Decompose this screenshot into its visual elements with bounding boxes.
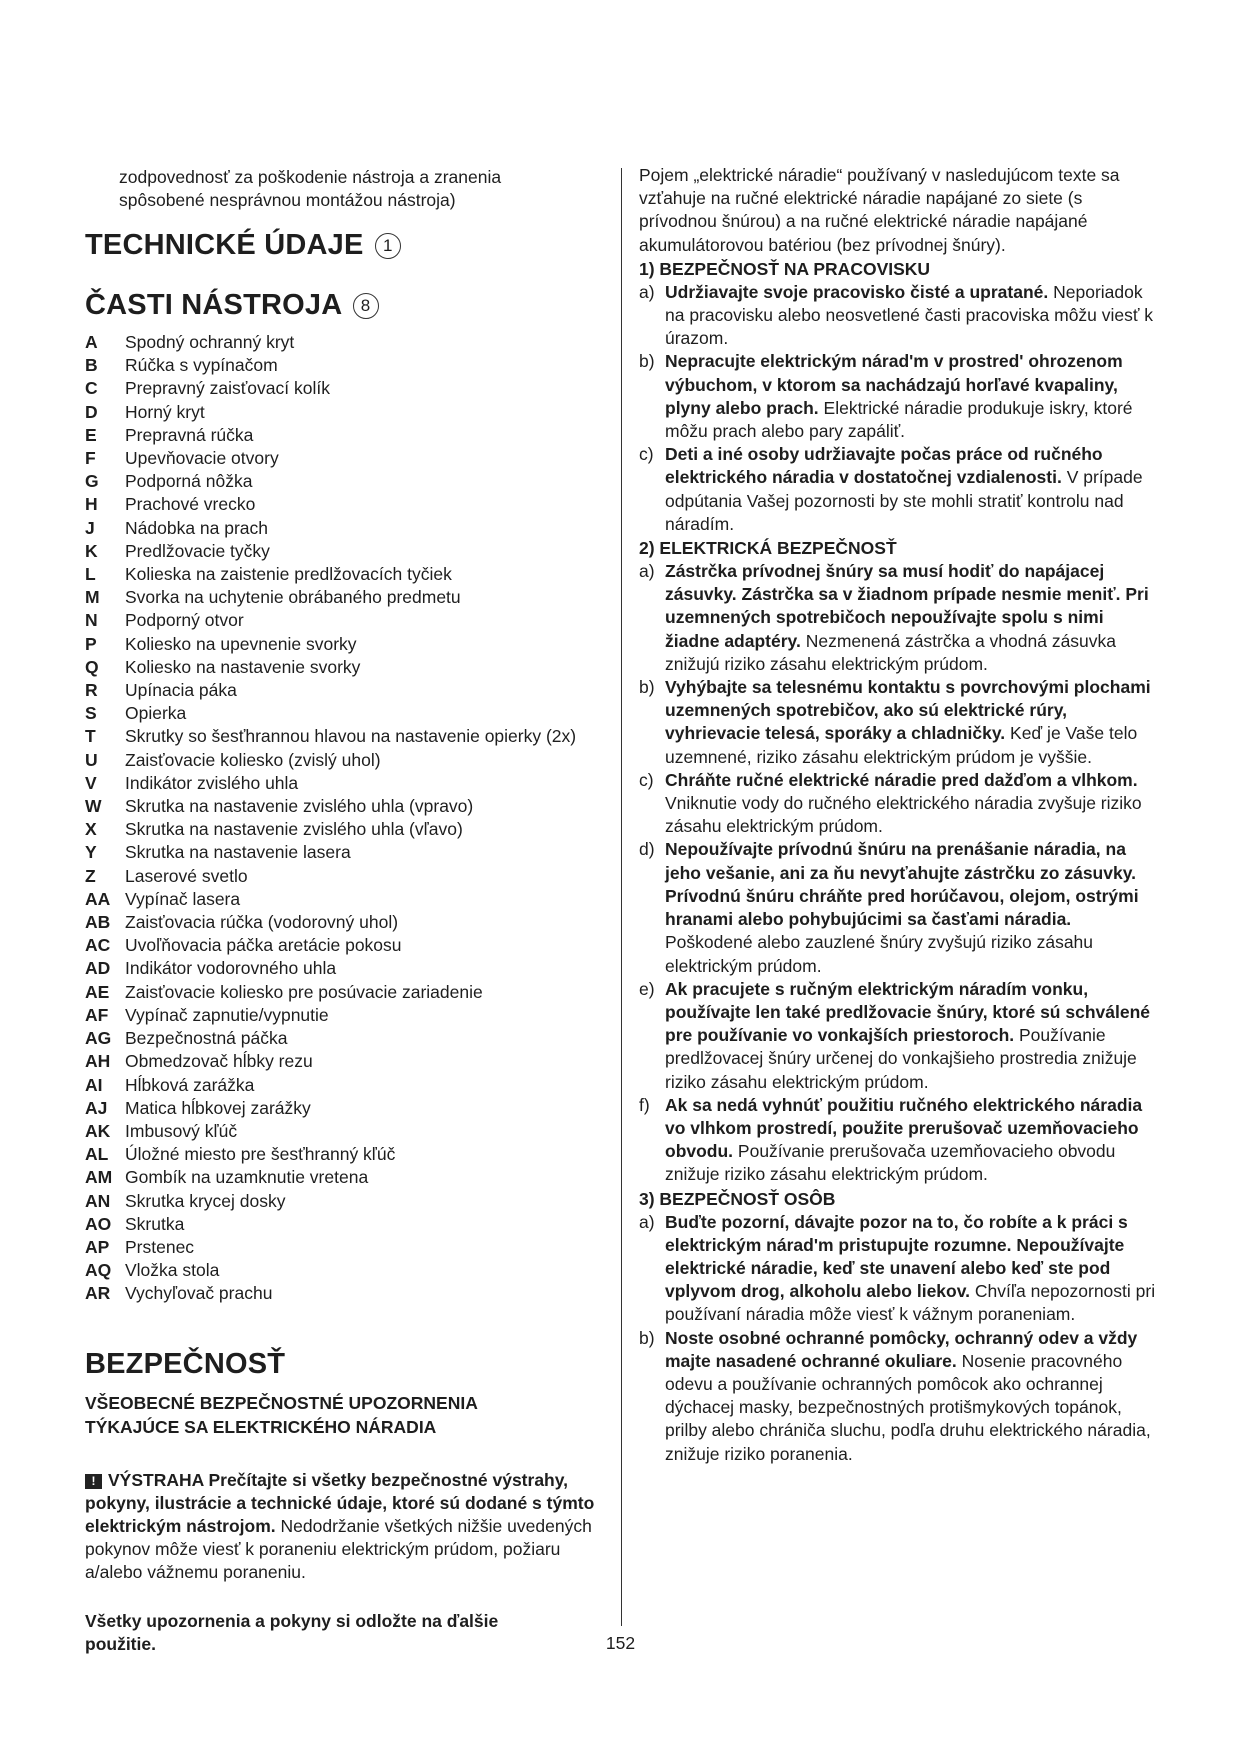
safety-heading: BEZPEČNOSŤ: [85, 1348, 286, 1380]
safety-item-body: [665, 1211, 1159, 1327]
safety-item: [639, 560, 1159, 676]
safety-item-bold: Zástrčka prívodnej šnúry sa musí hodiť do napájacej zásuvky. Zástrčka sa v žiadnom prípade nesmie meniť. Pri uzemnených spotrebičoch nepoužívajte spolu s nimi žiadne adaptéry.: [665, 561, 1149, 651]
safety-item-body: [665, 443, 1159, 536]
part-item: [85, 1004, 605, 1027]
part-item: [85, 772, 605, 795]
part-label: Vypínač zapnutie/vypnutie: [125, 1004, 329, 1025]
part-item: [85, 1166, 605, 1189]
part-item: [85, 749, 605, 772]
safety-item-key: b): [639, 351, 655, 372]
safety-item: [639, 281, 1159, 351]
part-label: Vypínač lasera: [125, 888, 241, 909]
part-label: Laserové svetlo: [125, 865, 248, 886]
figure-ref-badge: 8: [353, 293, 379, 319]
part-item: [85, 1027, 605, 1050]
part-item: [85, 702, 605, 725]
part-key: K: [85, 540, 98, 561]
part-key: Z: [85, 865, 96, 886]
part-key: X: [85, 819, 97, 840]
part-label: Prepravná rúčka: [125, 424, 254, 445]
safety-item-bold: Noste osobné ochranné pomôcky, ochranný odev a vždy majte nasadené ochranné okuliare.: [665, 1327, 1138, 1371]
safety-item-key: d): [639, 839, 655, 860]
safety-item-text: Nezmenená zástrčka a vhodná zásuvka znižujú riziko zásahu elektrickým prúdom.: [665, 630, 1117, 674]
part-key: M: [85, 587, 100, 608]
part-key: AO: [85, 1213, 112, 1234]
part-item: [85, 981, 605, 1004]
part-key: AM: [85, 1167, 113, 1188]
safety-item-text: Keď je Vaše telo uzemnené, riziko zásahu elektrickým prúdom je vyššie.: [665, 723, 1138, 767]
part-label: Predlžovacie tyčky: [125, 540, 270, 561]
part-label: Podporný otvor: [125, 610, 244, 631]
safety-item-bold: Chráňte ručné elektrické náradie pred dažďom a vlhkom.: [665, 769, 1138, 790]
part-item: [85, 1120, 605, 1143]
part-label: Spodný ochranný kryt: [125, 332, 295, 352]
safety-item-body: [665, 1327, 1159, 1466]
part-label: Prstenec: [125, 1236, 195, 1257]
part-item: [85, 377, 605, 400]
safety-item-key: b): [639, 677, 655, 698]
part-key: AE: [85, 981, 110, 1002]
part-label: Horný kryt: [125, 401, 205, 422]
part-label: Hĺbková zarážka: [125, 1074, 255, 1095]
warning-triangle-icon: !: [85, 1474, 102, 1489]
part-key: L: [85, 564, 96, 585]
safety-item-bold: Deti a iné osoby udržiavajte počas práce od ručného elektrického náradia v dostatočnej vzdialenosti.: [665, 444, 1103, 488]
safety-item-body: [665, 1094, 1159, 1187]
safety-item: [639, 1211, 1159, 1327]
warning-text: Nedodržanie všetkých nižšie uvedených pokynov môže viesť k poraneniu elektrickým prúdom, požiaru a/alebo vážnemu poraneniu.: [85, 1516, 592, 1582]
part-label: Opierka: [125, 703, 187, 724]
part-key: D: [85, 401, 98, 422]
safety-sections: [639, 257, 1159, 1466]
part-label: Nádobka na prach: [125, 517, 269, 538]
part-item: [85, 1259, 605, 1282]
safety-item-body: [665, 281, 1159, 351]
part-key: AI: [85, 1074, 103, 1095]
part-label: Indikátor zvislého uhla: [125, 772, 299, 793]
part-label: Zaisťovacia rúčka (vodorovný uhol): [125, 912, 399, 933]
safety-item-body: [665, 769, 1159, 839]
part-key: Y: [85, 842, 97, 863]
part-item: [85, 331, 605, 354]
part-label: Skrutky so šesťhrannou hlavou na nastavenie opierky (2x): [125, 726, 577, 747]
safety-item-key: a): [639, 1211, 655, 1232]
safety-item-body: [665, 350, 1159, 443]
right-text: [639, 164, 1159, 1466]
safety-item-text: Používanie predlžovacej šnúry určenej do vonkajšieho prostredia znižuje riziko zásahu elektrickým prúdom.: [665, 1025, 1137, 1092]
part-item: [85, 725, 605, 748]
part-label: Prachové vrecko: [125, 494, 256, 515]
part-label: Skrutka na nastavenie lasera: [125, 842, 351, 863]
part-item: [85, 679, 605, 702]
part-item: [85, 1050, 605, 1073]
part-key: J: [85, 517, 95, 538]
tool-parts-title: ČASTI NÁSTROJA: [85, 289, 342, 321]
part-key: AK: [85, 1120, 111, 1141]
safety-item: [639, 350, 1159, 443]
section-title: 3) BEZPEČNOSŤ OSÔB: [639, 1188, 836, 1209]
safety-item: [639, 1094, 1159, 1187]
part-label: Skrutka na nastavenie zvislého uhla (vpravo): [125, 796, 474, 817]
safety-item-key: c): [639, 444, 654, 465]
warning-bold: VÝSTRAHA Prečítajte si všetky bezpečnostné výstrahy, pokyny, ilustrácie a technické údaje, ktoré sú dodané s týmto elektrickým nástrojom.: [85, 1470, 595, 1536]
part-item: [85, 609, 605, 632]
part-label: Skrutka na nastavenie zvislého uhla (vľavo): [125, 819, 463, 840]
part-item: [85, 1074, 605, 1097]
part-label: Vložka stola: [125, 1260, 220, 1281]
part-label: Uvoľňovacia páčka aretácie pokosu: [125, 935, 402, 956]
part-item: [85, 957, 605, 980]
safety-item-key: f): [639, 1094, 650, 1115]
safety-item-body: [665, 560, 1159, 676]
part-key: A: [85, 332, 98, 352]
safety-subheading: VŠEOBECNÉ BEZPEČNOSTNÉ UPOZORNENIA TÝKAJÚCE SA ELEKTRICKÉHO NÁRADIA: [85, 1393, 478, 1437]
warning-paragraph: [85, 1469, 605, 1584]
part-key: N: [85, 610, 98, 631]
safety-item: [639, 676, 1159, 769]
part-key: H: [85, 494, 98, 515]
part-label: Skrutka krycej dosky: [125, 1190, 286, 1211]
safety-item-text: V prípade odpútania Vašej pozornosti by ste mohli stratiť kontrolu nad náradím.: [665, 467, 1143, 534]
part-item: [85, 470, 605, 493]
section-title: 1) BEZPEČNOSŤ NA PRACOVISKU: [639, 258, 931, 279]
technical-data-heading: [85, 228, 401, 262]
part-key: R: [85, 680, 98, 701]
part-item: [85, 540, 605, 563]
page-number: 152: [605, 1633, 636, 1653]
part-key: AA: [85, 888, 111, 909]
safety-item-text: Neporiadok na pracovisku alebo neosvetlené časti pracoviska môžu viesť k úrazom.: [665, 281, 1154, 349]
part-item: [85, 795, 605, 818]
part-key: G: [85, 471, 99, 492]
safety-item-bold: Ak sa nedá vyhnúť použitiu ručného elektrického náradia vo vlhkom prostredí, použite prerušovač uzemňovacieho obvodu.: [665, 1094, 1143, 1162]
safety-item-body: [665, 978, 1159, 1094]
part-key: V: [85, 772, 97, 793]
part-key: AH: [85, 1051, 111, 1072]
part-item: [85, 447, 605, 470]
part-item: [85, 517, 605, 540]
part-key: T: [85, 726, 96, 747]
safety-item: [639, 769, 1159, 839]
column-divider: [621, 168, 622, 1626]
part-item: [85, 633, 605, 656]
safety-item-bold: Buďte pozorní, dávajte pozor na to, čo robíte a k práci s elektrickým nárad'm pristupujte rozumne. Nepoužívajte elektrické náradie, keď ste unavení alebo keď ste pod vplyvom drog, alkoholu alebo liekov.: [665, 1211, 1128, 1302]
part-key: AC: [85, 935, 111, 956]
part-key: F: [85, 448, 96, 469]
part-key: AB: [85, 912, 111, 933]
part-label: Rúčka s vypínačom: [125, 355, 278, 376]
part-label: Koliesko na upevnenie svorky: [125, 633, 357, 654]
safety-item-text: Nosenie pracovného odevu a používanie ochranných pomôcok ako ochrannej dýchacej masky, bezpečnostných protišmykových topánok, prilby alebo chrániča sluchu, podľa druhu elektrického náradia, znižuje riziko poranenia.: [665, 1350, 1151, 1464]
part-key: W: [85, 796, 102, 817]
part-label: Koliesko na nastavenie svorky: [125, 656, 361, 677]
part-item: [85, 493, 605, 516]
part-label: Obmedzovač hĺbky rezu: [125, 1051, 313, 1072]
part-item: [85, 1213, 605, 1236]
safety-item-text: Používanie prerušovača uzemňovacieho obvodu znižuje riziko zásahu elektrickým prúdom.: [665, 1141, 1116, 1185]
safety-item-bold: Udržiavajte svoje pracovisko čisté a upratané.: [665, 281, 1049, 302]
part-item: [85, 401, 605, 424]
part-item: [85, 818, 605, 841]
part-item: [85, 354, 605, 377]
part-item: [85, 934, 605, 957]
part-key: Q: [85, 656, 99, 677]
part-label: Svorka na uchytenie obrábaného predmetu: [125, 587, 461, 608]
safety-item-key: b): [639, 1327, 655, 1348]
part-item: [85, 888, 605, 911]
part-key: AD: [85, 958, 111, 979]
keep-instructions: Všetky upozornenia a pokyny si odložte na ďalšie použitie.: [85, 1611, 499, 1654]
part-item: [85, 911, 605, 934]
part-item: [85, 586, 605, 609]
part-item: [85, 1097, 605, 1120]
part-item: [85, 424, 605, 447]
part-key: AG: [85, 1028, 112, 1049]
safety-item-text: Elektrické náradie produkuje iskry, ktoré môžu prach alebo pary zapáliť.: [665, 397, 1133, 442]
safety-item-bold: Nepracujte elektrickým nárad'm v prostred' ohrozenom výbuchom, v ktorom sa nachádzajú horľavé kvapaliny, plyny alebo prach.: [665, 351, 1123, 418]
part-key: P: [85, 633, 97, 654]
part-label: Zaisťovacie koliesko pre posúvacie zariadenie: [125, 981, 483, 1002]
part-key: AN: [85, 1190, 111, 1211]
part-item: [85, 1236, 605, 1259]
part-label: Zaisťovacie koliesko (zvislý uhol): [125, 749, 381, 770]
part-label: Bezpečnostná páčka: [125, 1028, 288, 1049]
part-key: AQ: [85, 1260, 112, 1281]
part-label: Indikátor vodorovného uhla: [125, 958, 337, 979]
part-item: [85, 656, 605, 679]
parts-list: [85, 331, 605, 1306]
part-label: Vychyľovač prachu: [125, 1283, 273, 1304]
safety-item-key: c): [639, 769, 654, 790]
safety-item-body: [665, 838, 1159, 977]
part-key: AF: [85, 1004, 109, 1025]
part-item: [85, 1190, 605, 1213]
safety-item-body: [665, 676, 1159, 769]
safety-item: [639, 838, 1159, 977]
part-item: [85, 841, 605, 864]
safety-item-key: a): [639, 561, 655, 582]
part-item: [85, 865, 605, 888]
safety-item-bold: Nepoužívajte prívodnú šnúru na prenášanie náradia, na jeho vešanie, ani za ňu nevyťahujte zástrčku zo zásuvky. Prívodnú šnúru chráňte pred horúčavou, olejom, ostrými hranami alebo pohybujúcimi sa časťami náradia.: [665, 839, 1139, 930]
part-label: Skrutka: [125, 1213, 185, 1234]
part-key: U: [85, 749, 98, 770]
part-key: B: [85, 355, 98, 376]
right-intro: Pojem „elektrické náradie“ používaný v nasledujúcom texte sa vzťahuje na ručné elektrické náradie napájané zo siete (s prívodnou šnúrou) a na ručné elektrické náradie napájané akumulátorovou batériou (bez prívodnej šnúry).: [639, 165, 1120, 255]
part-key: E: [85, 424, 97, 445]
part-label: Imbusový kľúč: [125, 1120, 238, 1141]
part-label: Úložné miesto pre šesťhranný kľúč: [125, 1144, 396, 1165]
safety-item-text: Chvíľa nepozornosti pri používaní náradia môže viesť k vážnym poraneniam.: [665, 1281, 1156, 1325]
part-key: C: [85, 378, 98, 399]
safety-item-text: Poškodené alebo zauzlené šnúry zvyšujú riziko zásahu elektrickým prúdom.: [665, 932, 1094, 976]
part-label: Kolieska na zaistenie predlžovacích tyčiek: [125, 564, 452, 585]
tool-parts-heading: [85, 288, 379, 322]
safety-item: [639, 443, 1159, 536]
part-key: AR: [85, 1283, 111, 1304]
part-label: Podporná nôžka: [125, 471, 253, 492]
part-label: Prepravný zaisťovací kolík: [125, 378, 330, 399]
safety-item: [639, 978, 1159, 1094]
safety-item-key: a): [639, 281, 655, 302]
part-label: Matica hĺbkovej zarážky: [125, 1097, 311, 1118]
part-key: AL: [85, 1144, 109, 1165]
safety-item-bold: Vyhýbajte sa telesnému kontaktu s povrchovými plochami uzemnených spotrebičov, ako sú elektrické rúry, vyhrievacie telesá, sporáky a chladničky.: [665, 677, 1151, 744]
part-key: AP: [85, 1236, 110, 1257]
safety-item: [639, 1327, 1159, 1466]
safety-item-text: Vniknutie vody do ručného elektrického náradia zvyšuje riziko zásahu elektrickým prúdom.: [665, 793, 1142, 837]
part-key: AJ: [85, 1097, 108, 1118]
part-label: Gombík na uzamknutie vretena: [125, 1167, 369, 1188]
part-item: [85, 1143, 605, 1166]
part-label: Upevňovacie otvory: [125, 448, 279, 469]
safety-item-key: e): [639, 978, 655, 999]
part-label: Upínacia páka: [125, 680, 237, 701]
part-item: [85, 563, 605, 586]
technical-data-title: TECHNICKÉ ÚDAJE: [85, 229, 364, 261]
intro-paragraph: zodpovednosť za poškodenie nástroja a zranenia spôsobené nesprávnou montážou nástroja): [119, 167, 502, 210]
part-item: [85, 1282, 605, 1305]
part-key: S: [85, 703, 97, 724]
section-title: 2) ELEKTRICKÁ BEZPEČNOSŤ: [639, 538, 897, 559]
safety-item-bold: Ak pracujete s ručným elektrickým náradím vonku, používajte len také predlžovacie šnúry, ktoré sú schválené pre používanie vo vonkajších priestoroch.: [665, 978, 1151, 1046]
figure-ref-badge: 1: [375, 233, 401, 259]
